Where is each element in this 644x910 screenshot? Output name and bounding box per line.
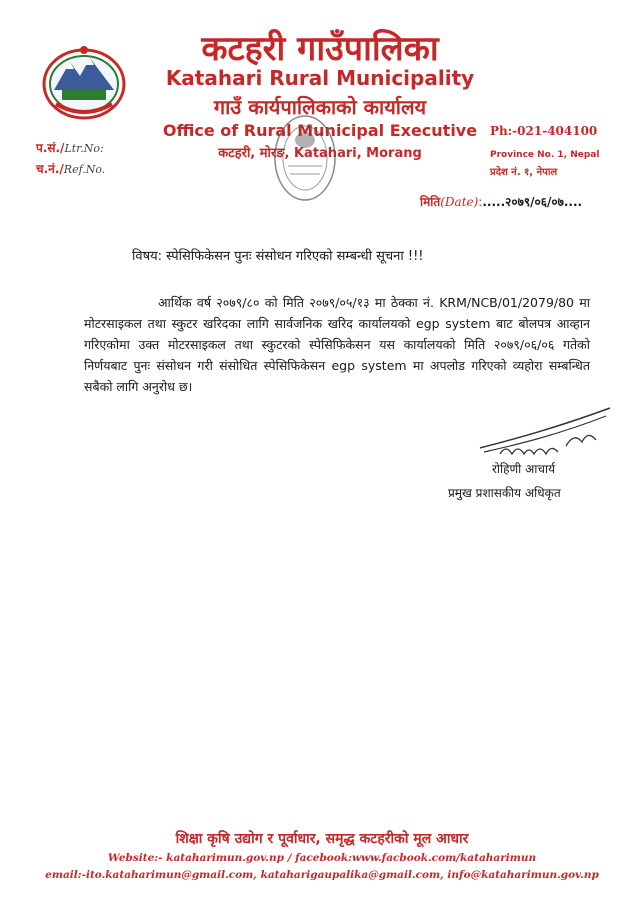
signatory-title: प्रमुख प्रशासकीय अधिकृत <box>448 486 561 500</box>
municipality-name-english: Katahari Rural Municipality <box>165 66 475 90</box>
date-label-ne: मिति <box>420 195 441 209</box>
body-paragraph: आर्थिक वर्ष २०७९/८० को मिति २०७९/०५/१३ मा ठेक्का नं. KRM/NCB/01/2079/80 मा मोटरसाइकल तथा स्कुटर खरिदका लागि सार्वजनिक खरिद कार्यालयको egp system बाट बोलपत्र आव्हान गरिएकोमा उक्त मोटरसाइकल तथा स्कुटरको स्पेसिफिकेसन यस कार्यालयको मिति २०७९/०६/०६ गतेको निर्णयबाट पुनः संसोधन गरी संसोधित स्पेसिफिकेसन egp system मा अपलोड गरिएको व्यहोरा सम्बन्धित सबैको लागि अनुरोध छ। <box>84 295 590 394</box>
ref-number-label-en: Ref.No. <box>63 163 106 176</box>
ref-number-line <box>36 159 105 180</box>
footer-email: email:-ito.kataharimun@gmail.com, kataharigaupalika@gmail.com, info@kataharimun.gov.np <box>45 869 599 881</box>
municipality-name-nepali: कटहरी गाउँपालिका <box>201 29 439 69</box>
footer-website: Website:- kataharimun.gov.np / facebook:www.facbook.com/kataharimun <box>107 852 537 864</box>
signatory-name: रोहिणी आचार्य <box>492 462 556 476</box>
province-english: Province No. 1, Nepal <box>490 150 600 160</box>
subject-line: विषय: स्पेसिफिकेसन पुनः संसोधन गरिएको सम्बन्धी सूचना !!! <box>132 249 424 264</box>
office-name-english: Office of Rural Municipal Executive <box>162 121 478 140</box>
phone-number: Ph:-021-404100 <box>490 124 598 138</box>
date-label-en: (Date) <box>440 195 479 209</box>
footer-motto: शिक्षा कृषि उद्योग र पूर्वाधार, समृद्ध कटहरीको मूल आधार <box>175 831 469 847</box>
letter-body <box>84 292 590 397</box>
letter-number-line <box>36 138 105 159</box>
reference-block <box>36 138 105 180</box>
office-address: कटहरी, मोरङ, Katahari, Morang <box>218 146 422 161</box>
letter-number-label-en: Ltr.No: <box>64 142 104 155</box>
office-name-nepali: गाउँ कार्यपालिकाको कार्यालय <box>213 95 427 119</box>
office-stamp <box>270 110 340 206</box>
government-emblem-logo <box>36 40 132 122</box>
ref-number-label-ne: च.नं./ <box>36 162 64 176</box>
letter-number-label-ne: प.सं./ <box>36 141 65 155</box>
date-value: .....२०७९/०६/०७.... <box>482 195 583 209</box>
province-nepali: प्रदेश नं. १, नेपाल <box>490 167 558 178</box>
letter-date: मिति(Date):.....२०७९/०६/०७.... <box>420 195 583 209</box>
